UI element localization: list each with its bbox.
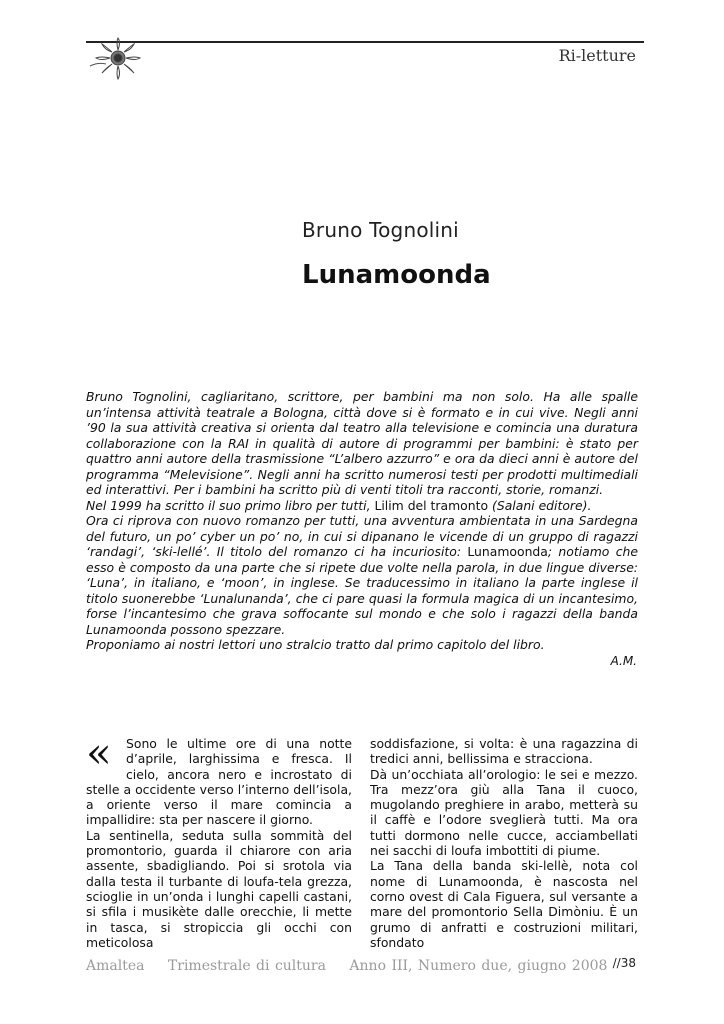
- journal-name: Amaltea: [86, 958, 145, 974]
- body-paragraph: La sentinella, seduta sulla sommità del promontorio, guarda il chiarore con aria assente, sbadigliando. Poi si srotola via dalla testa il turbante di loufa-tela grezza, scioglie in un’onda i lunghi capelli castani, si sfila i musikète dalle orecchie, li mette in tasca, si stropiccia gli occhi con meticolosa: [86, 827, 352, 950]
- intro-text: Proponiamo ai nostri lettori uno stralcio tratto dal primo capitolo del libro.: [86, 637, 545, 652]
- book-title: Lilim del tramonto: [374, 497, 489, 513]
- body-paragraph: [86, 728, 352, 828]
- book-title: Lunamoonda: [467, 544, 548, 559]
- journal-subtitle: Trimestrale di cultura: [167, 958, 326, 974]
- drop-cap: «: [86, 728, 112, 777]
- intro-paragraph: [86, 637, 638, 653]
- body-paragraph: La Tana della banda ski-lellè, nota col nome di Lunamoonda, è nascosta nel corno ovest di Cala Figuera, sul versante a mare del promontorio Sella Dimòniu. È un grumo di anfratti e costruzioni militari, sfondato: [370, 858, 638, 950]
- body-paragraph: Dà un’occhiata all’orologio: le sei e mezzo. Tra mezz’ora giù alla Tana il cuoco, mugolando preghiere in arabo, metterà su il caffè e l’odore sveglierà tutti. Ma ora tutti dormono nelle cucce, acciambellati nei sacchi di loufa imbottiti di piume.: [370, 766, 638, 859]
- intro-block: [86, 389, 638, 653]
- intro-text: Ora ci riprova con nuovo romanzo per tutti, una avventura ambientata in una Sardegna del futuro, un po’ cyber un po’ no, in cui si dipanano le vicende di un gruppo di ragazzi ‘randagi’, ‘ski-lellé’. Il titolo del romanzo ci ha incuriosito:: [86, 513, 638, 559]
- body-column-right: [370, 736, 638, 950]
- footer: [86, 958, 625, 974]
- intro-text: ; notiamo che esso è composto da una parte che si ripete due volte nella parola, in due lingue diverse: ‘Luna’, in italiano, e ‘moon’, in inglese. Se traducessimo in italiano la parte inglese il titolo suonerebbe ‘Lunalunanda’, che ci pare quasi la formula magica di un incantesimo, forse l’incantesimo che grava soffocante sul mondo e che solo i ragazzi della banda Lunamoonda possono spezzare.: [86, 544, 638, 637]
- sunflower-icon: [88, 36, 148, 80]
- intro-text: Bruno Tognolini, cagliaritano, scrittore, per bambini ma non solo. Ha alle spalle un’intensa attività teatrale a Bologna, città dove si è formato e in cui vive. Negli anni ’90 la sua attività creativa si orienta dal teatro alla televisione e comincia una duratura collaborazione con la RAI in qualità di autore di programmi per bambini: è stato per quattro anni autore della trasmissione “L’albero azzurro” e ora da dieci anni è autore del programma “Melevisione”. Negli anni ha scritto numerosi testi per prodotti multimediali ed interattivi. Per i bambini ha scritto più di venti titoli tra racconti, storie, romanzi.: [86, 389, 638, 497]
- section-label: Ri-letture: [558, 46, 636, 65]
- header-rule: [86, 41, 644, 43]
- article-title: Lunamoonda: [302, 260, 491, 290]
- body-text: Sono le ultime ore di una notte d’aprile, larghissima e fresca. Il cielo, ancora nero e incrostato di stelle a occidente verso l’interno dell’isola, a oriente verso il mare comincia a impallidire: sta per nascere il giorno.: [86, 736, 352, 828]
- body-column-left: [86, 728, 352, 950]
- body-paragraph: soddisfazione, si volta: è una ragazzina di tredici anni, bellissima e stracciona.: [370, 736, 638, 767]
- intro-paragraph: [86, 513, 638, 637]
- intro-text: Nel 1999 ha scritto il suo primo libro per tutti,: [86, 497, 375, 513]
- intro-paragraph: [86, 389, 638, 498]
- intro-paragraph: [86, 498, 638, 514]
- journal-issue: Anno III, Numero due, giugno 2008: [349, 958, 608, 974]
- intro-signature: A.M.: [610, 654, 637, 668]
- article-author: Bruno Tognolini: [302, 218, 459, 242]
- intro-text: (Salani editore).: [488, 497, 592, 513]
- page-number: //38: [612, 956, 636, 970]
